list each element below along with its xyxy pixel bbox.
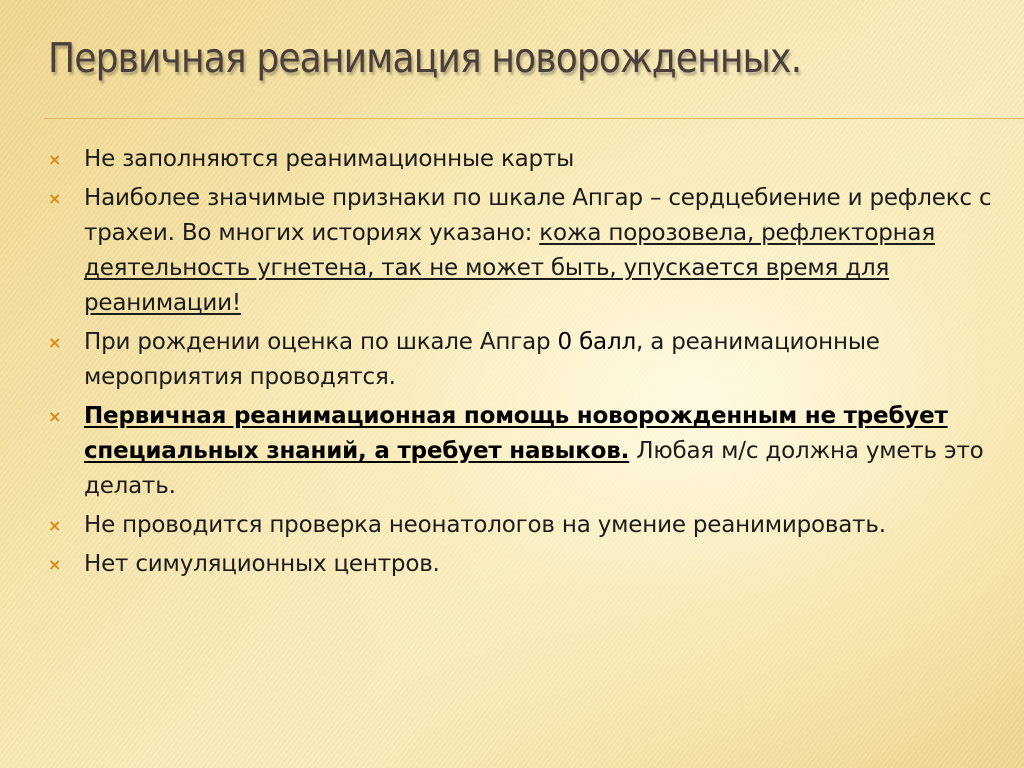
bullet-cross-icon: × — [48, 407, 62, 426]
title-divider — [44, 118, 1024, 119]
bullet-item-apgar-zero — [48, 325, 998, 395]
bullet-item-apgar-signs — [48, 181, 998, 321]
underlined-quote: кожа порозовела, рефлекторная деятельность угнетена, так не может быть, упускается время для реанимации! — [84, 220, 935, 316]
bullet-item-skills — [48, 399, 998, 504]
bullet-cross-icon: × — [48, 150, 62, 169]
bullet-text: , а реанимационные мероприятия проводятся. — [84, 329, 880, 390]
bullet-list — [48, 142, 998, 586]
bullet-text: При рождении оценка по шкале Апгар — [84, 329, 558, 355]
bullet-text: Нет симуляционных центров. — [84, 551, 440, 577]
bullet-text: Наиболее значимые признаки по шкале Апгар – сердцебиение и рефлекс с трахеи. Во многих историях указано: — [84, 185, 992, 246]
bullet-text: Не заполняются реанимационные карты — [84, 146, 575, 172]
bullet-cross-icon: × — [48, 555, 62, 574]
emphasized-statement: Первичная реанимационная помощь новорожденным не требует специальных знаний, а требует навыков. — [84, 403, 948, 464]
bullet-item-check — [48, 508, 998, 543]
bullet-item-cards — [48, 142, 998, 177]
bullet-cross-icon: × — [48, 516, 62, 535]
emphasized-score: 0 балл — [557, 329, 636, 355]
bullet-item-simulation — [48, 547, 998, 582]
bullet-cross-icon: × — [48, 333, 62, 352]
slide-title: Первичная реанимация новорожденных. — [48, 34, 802, 82]
bullet-text: Не проводится проверка неонатологов на умение реанимировать. — [84, 512, 886, 538]
bullet-cross-icon: × — [48, 189, 62, 208]
bullet-text: Любая м/с должна уметь это делать. — [84, 438, 984, 499]
